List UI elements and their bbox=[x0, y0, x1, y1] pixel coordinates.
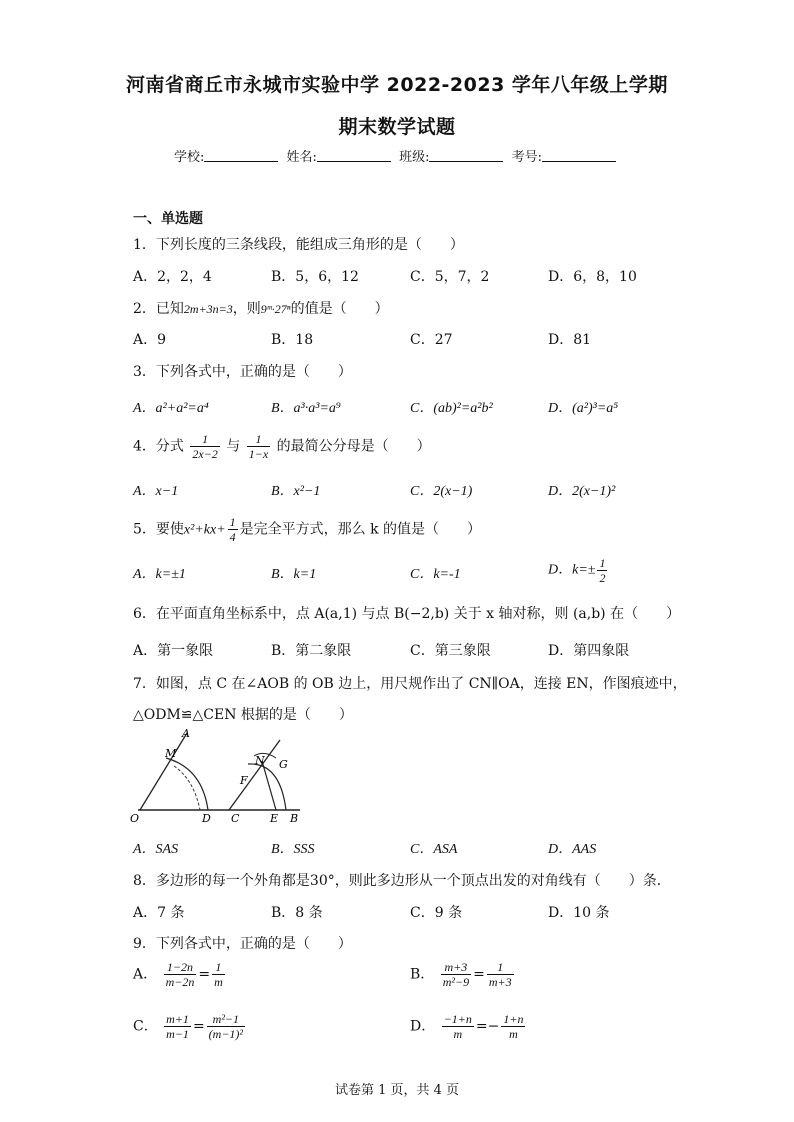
exam-number-label: 考号: bbox=[511, 150, 542, 165]
q6-option-b: B．第二象限 bbox=[271, 643, 352, 659]
school-blank[interactable] bbox=[204, 149, 278, 162]
ray-oa bbox=[140, 733, 187, 810]
section-heading: 一、单选题 bbox=[133, 211, 203, 227]
q9-option-b: B． $\frac{m+3}{\text{m²−9}}$ = $\frac{1}{m+3}$ bbox=[410, 960, 512, 989]
q9-option-c: C． $\frac{m+1}{m-1}$ = $\frac{\text{m²−1}}{\text{(m−1)²}}$ bbox=[133, 1012, 244, 1041]
q2-option-a: A．9 bbox=[133, 332, 167, 348]
q5-option-b: B．k=1 bbox=[271, 567, 317, 582]
fraction-1-over-2: $\frac{1}{2}$ bbox=[599, 556, 606, 585]
q1-option-d: D．6，8，10 bbox=[548, 269, 637, 285]
label-o: O bbox=[130, 812, 140, 823]
question-7-stem: 7．如图，点 C 在∠AOB 的 OB 边上，用尺规作出了 CN∥OA，连接 EN，作图痕迹中， bbox=[133, 676, 687, 692]
label-c: C bbox=[231, 812, 240, 823]
q5-option-d: D．k=± $\frac{1}{2}$ bbox=[548, 556, 606, 585]
label-f: F bbox=[240, 774, 248, 787]
q9-option-d: D． $\frac{-1+n}{m}$ =− $\frac{1+n}{m}$ bbox=[410, 1012, 524, 1041]
q3-option-a: A．a²+a²=a⁴ bbox=[133, 401, 209, 416]
label-m: M bbox=[165, 747, 177, 760]
q4-option-a: A．x−1 bbox=[133, 484, 179, 499]
arc-md bbox=[166, 758, 208, 810]
name-label: 姓名: bbox=[286, 150, 317, 165]
question-4-stem: 4．分式 $\frac{1}{2x-2}$ 与 $\frac{1}{1-x}$ 的最简公分母是（ ） bbox=[133, 432, 431, 461]
q6-option-d: D．第四象限 bbox=[548, 643, 630, 659]
q4-option-d: D．2(x−1)² bbox=[548, 484, 616, 499]
question-2-stem: 2．已知2m+3n=3，则9ᵐ·27ⁿ的值是（ ） bbox=[133, 301, 389, 317]
question-3-stem: 3．下列各式中，正确的是（ ） bbox=[133, 364, 352, 380]
q8-option-d: D．10 条 bbox=[548, 905, 610, 921]
question-5-stem: 5．要使x²+kx+ $\frac{1}{4}$ 是完全平方式，那么 k 的值是（ ） bbox=[133, 515, 482, 544]
fraction-1-over-4: $\frac{1}{4}$ bbox=[229, 515, 236, 544]
q6-option-c: C．第三象限 bbox=[410, 643, 491, 659]
question-8-stem: 8．多边形的每一个外角都是30°，则此多边形从一个顶点出发的对角线有（ ）条． bbox=[133, 873, 671, 889]
name-blank[interactable] bbox=[317, 149, 391, 162]
q9-option-a: A． $\frac{1-2n}{m-2n}$ = $\frac{1}{m}$ bbox=[133, 960, 223, 989]
page-footer: 试卷第 1 页，共 4 页 bbox=[334, 1083, 460, 1098]
label-n: N bbox=[255, 754, 265, 767]
label-b: B bbox=[290, 812, 299, 823]
label-e: E bbox=[270, 812, 279, 823]
segment-en bbox=[262, 761, 276, 810]
q1-option-b: B．5，6，12 bbox=[271, 269, 359, 285]
class-blank[interactable] bbox=[429, 149, 503, 162]
fraction-1-over-2x-2: $\frac{1}{2x-2}$ bbox=[192, 432, 218, 461]
q7-option-c: C．ASA bbox=[410, 842, 458, 857]
label-d: D bbox=[202, 812, 211, 823]
q8-option-c: C．9 条 bbox=[410, 905, 463, 921]
exam-number-blank[interactable] bbox=[542, 149, 616, 162]
q4-option-c: C．2(x−1) bbox=[410, 484, 473, 499]
q7-option-a: A．SAS bbox=[133, 842, 179, 857]
q1-option-c: C．5，7，2 bbox=[410, 269, 490, 285]
ray-cn bbox=[229, 740, 280, 810]
q1-option-a: A．2，2，4 bbox=[133, 269, 212, 285]
q3-option-d: D．(a²)³=a⁵ bbox=[548, 401, 619, 416]
q3-option-b: B．a³·a³=a⁹ bbox=[271, 401, 341, 416]
q4-option-b: B．x²−1 bbox=[271, 484, 321, 499]
exam-title-line1: 河南省商丘市永城市实验中学 2022-2023 学年八年级上学期 bbox=[126, 74, 668, 96]
label-g: G bbox=[279, 758, 288, 771]
q3-option-c: C．(ab)²=a²b² bbox=[410, 401, 493, 416]
question-9-stem: 9．下列各式中，正确的是（ ） bbox=[133, 936, 352, 952]
q2-option-b: B．18 bbox=[271, 332, 314, 348]
exam-title-line2: 期末数学试题 bbox=[338, 116, 456, 138]
q5-option-a: A．k=±1 bbox=[133, 567, 186, 582]
q2-option-d: D．81 bbox=[548, 332, 592, 348]
dashed-md bbox=[174, 766, 200, 810]
label-a: A bbox=[182, 728, 190, 740]
question-1-stem: 1．下列长度的三条线段，能组成三角形的是（ ） bbox=[133, 237, 464, 253]
school-label: 学校: bbox=[174, 150, 205, 165]
geometry-construction-diagram bbox=[130, 728, 310, 823]
q7-option-b: B．SSS bbox=[271, 842, 315, 857]
student-info-row bbox=[0, 146, 794, 165]
q6-option-a: A．第一象限 bbox=[133, 643, 214, 659]
q5-option-c: C．k=-1 bbox=[410, 567, 461, 582]
fraction-1-over-1-x: $\frac{1}{1-x}$ bbox=[248, 432, 269, 461]
q8-option-a: A．7 条 bbox=[133, 905, 185, 921]
q7-option-d: D．AAS bbox=[548, 842, 597, 857]
q2-option-c: C．27 bbox=[410, 332, 453, 348]
question-7-stem-line2: △ODM≌△CEN 根据的是（ ） bbox=[133, 707, 353, 723]
question-6-stem: 6．在平面直角坐标系中，点 A(a,1) 与点 B(−2,b) 关于 x 轴对称，则 (a,b) 在（ ） bbox=[133, 606, 681, 622]
class-label: 班级: bbox=[399, 150, 430, 165]
q8-option-b: B．8 条 bbox=[271, 905, 323, 921]
